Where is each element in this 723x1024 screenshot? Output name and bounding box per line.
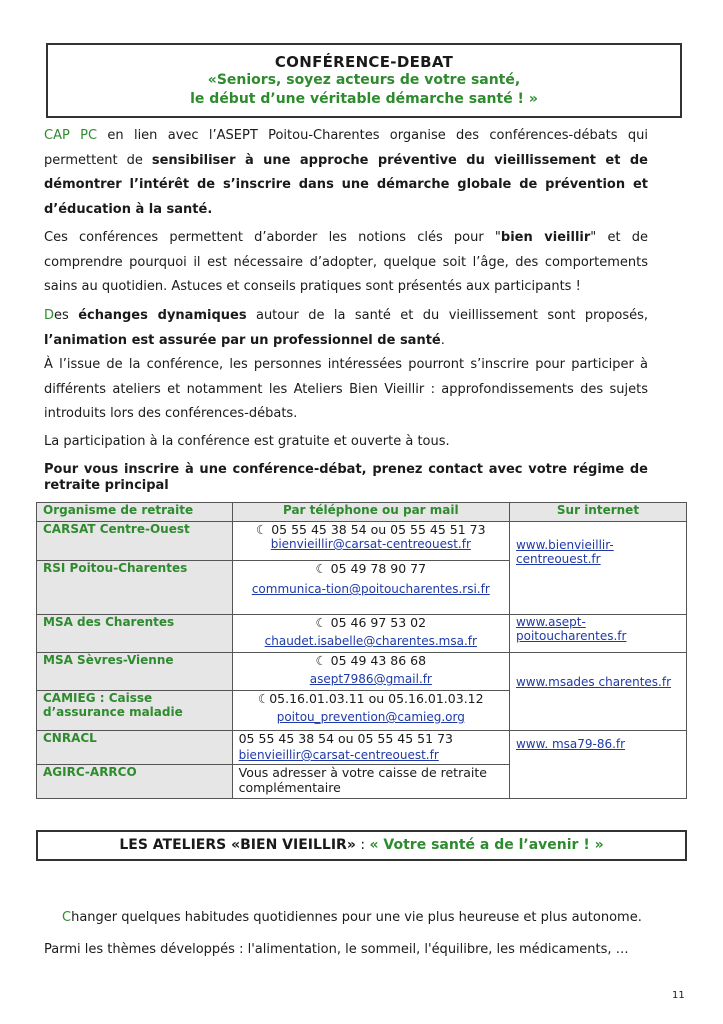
phone-text: Vous adresser à votre caisse de retraite complémentaire — [238, 765, 487, 795]
ateliers-box — [36, 830, 687, 861]
notions-text1: Ces conférences permettent d’aborder les notions clés pour " — [44, 230, 501, 245]
org-cell: CAMIEG : Caisse d’assurance maladie — [37, 691, 233, 731]
contact-cell — [232, 653, 509, 691]
table-row — [37, 731, 687, 765]
header-org: Organisme de retraite — [37, 503, 233, 522]
paragraph-register: Pour vous inscrire à une conférence-débat, prenez contact avec votre régime de retraite principal — [44, 462, 648, 493]
paragraph-free: La participation à la conférence est gratuite et ouverte à tous. — [44, 434, 450, 449]
ateliers-separator: : — [355, 837, 370, 853]
web-cell — [509, 731, 686, 799]
email-link[interactable]: poitou_prevention@camieg.org — [276, 710, 465, 724]
page-number: 11 — [672, 990, 685, 1001]
header-phone: Par téléphone ou par mail — [232, 503, 509, 522]
notions-bold: bien vieillir — [500, 230, 591, 245]
habits-text: hanger quelques habitudes quotidiennes pour une vie plus heureuse et plus autonome. — [71, 910, 642, 925]
notions-text2: " et de comprendre pourquoi il est nécessaire d’adopter, quelque soit l’âge, des comportements sains au quotidien. Astuces et conseils pratiques sont présentés aux participants ! — [44, 230, 649, 294]
intro-text: en lien avec l’ASEPT Poitou-Charentes organise des conférences-débats qui permettent de — [44, 128, 648, 168]
exchanges-text1: es — [54, 308, 79, 323]
ateliers-title: LES ATELIERS «BIEN VIEILLIR» — [119, 837, 356, 853]
exchanges-bold2: l’animation est assurée par un professionnel de santé — [44, 332, 441, 348]
table-row — [37, 615, 687, 653]
web-cell — [509, 615, 686, 653]
web-link[interactable]: www. msa79-86.fr — [515, 737, 626, 751]
intro-bold: sensibiliser à une approche préventive du vieillissement et de démontrer l’intérêt de s’inscrire dans une démarche globale de prévention et d’éducation à la santé. — [44, 152, 648, 217]
web-link[interactable]: www.msades charentes.fr — [515, 675, 672, 689]
subtitle-line2: le début d’une véritable démarche santé ! » — [190, 91, 538, 107]
org-cell: MSA des Charentes — [37, 615, 233, 653]
contact-cell — [232, 615, 509, 653]
phone-text: ☾ 05 55 45 38 54 ou 05 55 45 51 73 — [256, 522, 486, 537]
contact-cell — [232, 691, 509, 731]
email-link[interactable]: communica-tion@poitoucharentes.rsi.fr — [251, 582, 490, 596]
web-cell — [509, 653, 686, 731]
paragraph-exchanges — [44, 304, 648, 427]
phone-text: ☾ 05 49 78 90 77 — [315, 561, 427, 576]
phone-text: 05 55 45 38 54 ou 05 55 45 51 73 — [238, 731, 453, 746]
exchanges-text2: autour de la santé et du vieillissement sont proposés, — [246, 308, 648, 323]
email-link[interactable]: asept7986@gmail.fr — [309, 672, 432, 686]
contact-cell — [232, 561, 509, 615]
phone-text: ☾ 05 49 43 86 68 — [315, 653, 427, 668]
paragraph-habits — [62, 910, 642, 925]
page-title: CONFÉRENCE-DEBAT — [274, 53, 454, 71]
header-web: Sur internet — [509, 503, 686, 522]
ateliers-slogan: « Votre santé a de l’avenir ! » — [369, 837, 604, 853]
org-cell: RSI Poitou-Charentes — [37, 561, 233, 615]
email-link[interactable]: chaudet.isabelle@charentes.msa.fr — [264, 634, 477, 648]
org-cell: CARSAT Centre-Ouest — [37, 522, 233, 561]
paragraph-intro — [44, 124, 648, 222]
table-row — [37, 522, 687, 561]
title-box — [46, 43, 682, 118]
exchanges-lead: D — [44, 308, 55, 323]
habits-lead: C — [62, 910, 72, 925]
table-row — [37, 653, 687, 691]
contact-cell — [232, 522, 509, 561]
exchanges-text3: . — [440, 332, 445, 348]
contact-table — [36, 502, 687, 799]
org-cell: AGIRC-ARRCO — [37, 765, 233, 799]
web-link[interactable]: www.bienvieillir-centreouest.fr — [515, 538, 614, 566]
contact-cell — [232, 731, 509, 765]
phone-text: ☾ 05 46 97 53 02 — [315, 615, 427, 630]
email-link[interactable]: bienvieillir@carsat-centreouest.fr — [238, 748, 439, 762]
org-cell: CNRACL — [37, 731, 233, 765]
org-cell: MSA Sèvres-Vienne — [37, 653, 233, 691]
contact-cell — [232, 765, 509, 799]
cap-pc-label: CAP PC — [44, 128, 98, 143]
paragraph-themes: Parmi les thèmes développés : l'alimentation, le sommeil, l'équilibre, les médicaments, … — [44, 942, 629, 957]
web-link[interactable]: www.asept-poitoucharentes.fr — [515, 615, 627, 643]
exchanges-text4: À l’issue de la conférence, les personnes intéressées pourront s’inscrire pour participer à différents ateliers et notamment les Ateliers Bien Vieillir : approfondissements des sujets introduits lors des conférences-débats. — [44, 357, 648, 421]
email-link[interactable]: bienvieillir@carsat-centreouest.fr — [270, 537, 471, 551]
phone-text: ☾05.16.01.03.11 ou 05.16.01.03.12 — [258, 691, 484, 706]
paragraph-notions — [44, 226, 648, 300]
subtitle-line1: «Seniors, soyez acteurs de votre santé, — [207, 72, 521, 88]
web-cell — [509, 522, 686, 615]
table-header-row — [37, 503, 687, 522]
exchanges-bold1: échanges dynamiques — [78, 308, 247, 323]
